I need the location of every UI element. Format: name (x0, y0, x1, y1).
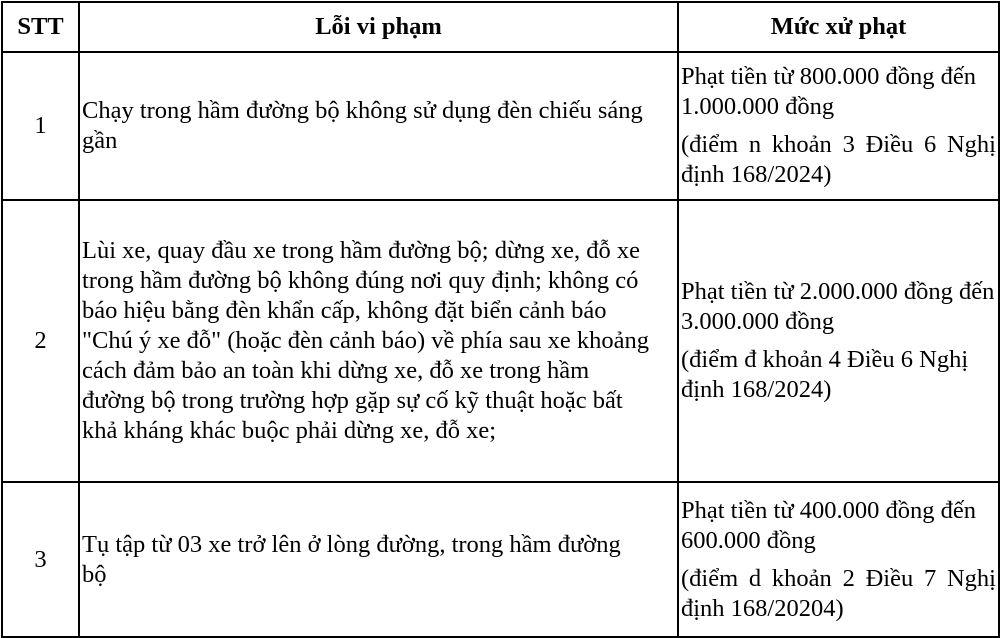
fine-text: Phạt tiền từ 400.000 đồng đến 600.000 đồng (681, 496, 977, 554)
legal-reference: (điểm đ khoản 4 Điều 6 Nghị định 168/2024) (681, 346, 969, 403)
row-stt: 2 (2, 200, 79, 482)
row-violation: Lùi xe, quay đầu xe trong hầm đường bộ; dừng xe, đỗ xe trong hầm đường bộ không đúng nơi quy định; không có báo hiệu bằng đèn khẩn cấp, không đặt biển cảnh báo "Chú ý xe đỗ" (hoặc đèn cảnh báo) về phía sau xe khoảng cách đảm bảo an toàn khi dừng xe, đỗ xe trong hầm đường bộ trong trường hợp gặp sự cố kỹ thuật hoặc bất khả kháng khác buộc phải dừng xe, đỗ xe; (79, 200, 678, 482)
header-violation: Lỗi vi phạm (79, 2, 678, 52)
table-row (2, 200, 999, 482)
table-header-row (2, 2, 999, 52)
row-violation: Tụ tập từ 03 xe trở lên ở lòng đường, trong hầm đường bộ (79, 482, 678, 637)
penalty-table (1, 1, 1000, 638)
legal-reference: (điểm n khoản 3 Điều 6 Nghị định 168/2024) (681, 131, 996, 188)
table-row (2, 52, 999, 200)
row-stt: 3 (2, 482, 79, 637)
fine-text: Phạt tiền từ 800.000 đồng đến 1.000.000 đồng (681, 63, 977, 120)
legal-reference: (điểm d khoản 2 Điều 7 Nghị định 168/20204) (681, 564, 996, 622)
row-penalty (678, 482, 999, 637)
row-penalty (678, 200, 999, 482)
fine-text: Phạt tiền từ 2.000.000 đồng đến 3.000.000 đồng (681, 278, 995, 335)
table-row (2, 482, 999, 637)
row-stt: 1 (2, 52, 79, 200)
header-stt: STT (2, 2, 79, 52)
row-penalty (678, 52, 999, 200)
header-penalty: Mức xử phạt (678, 2, 999, 52)
row-violation: Chạy trong hầm đường bộ không sử dụng đèn chiếu sáng gần (79, 52, 678, 200)
